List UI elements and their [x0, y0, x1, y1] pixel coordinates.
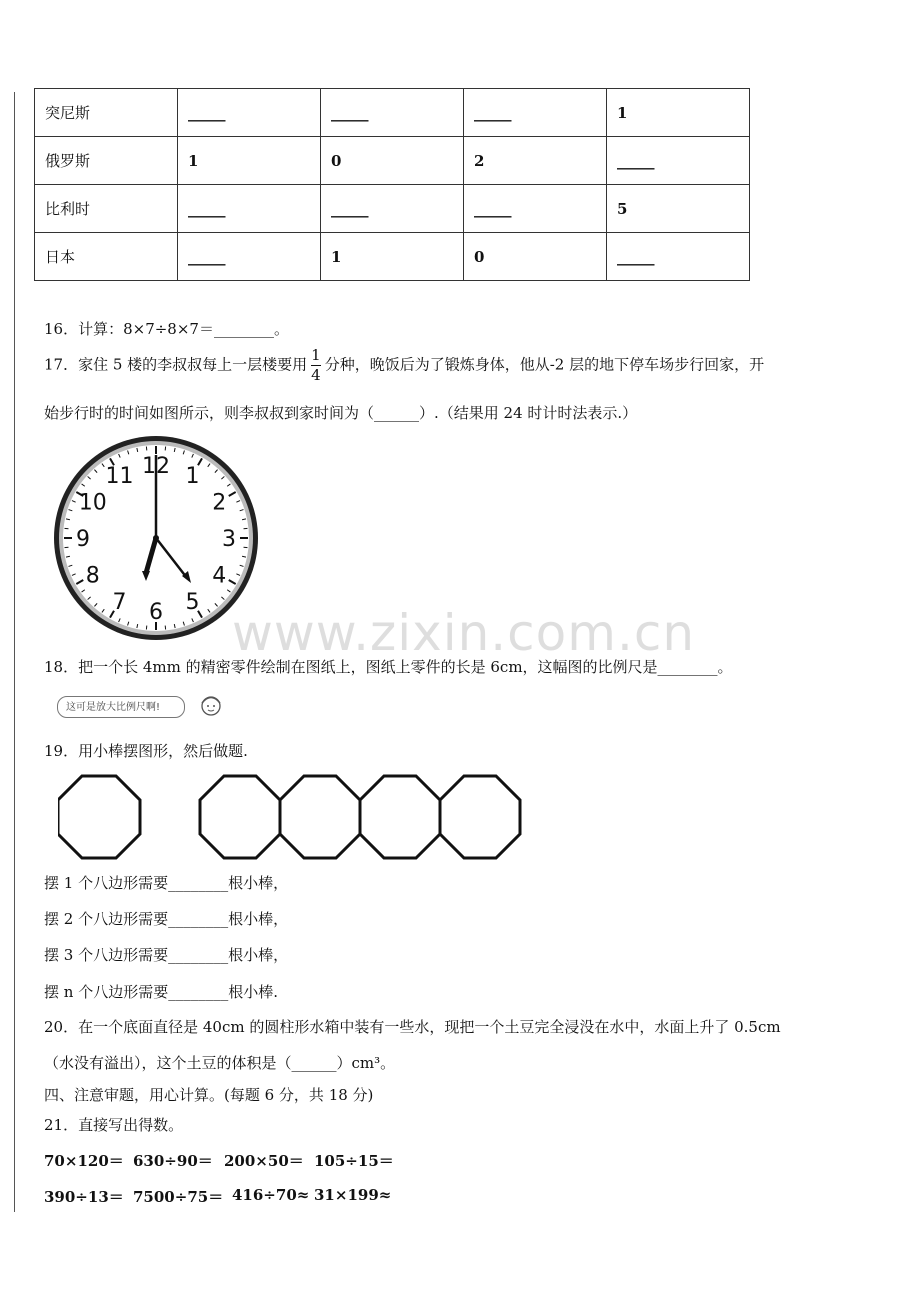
cartoon-face-icon	[196, 692, 226, 718]
speech-bubble: 这可是放大比例尺啊!	[57, 696, 185, 718]
octagon-chain-4	[440, 776, 520, 858]
table-row	[35, 137, 750, 185]
q17-text-pre: 17．家住 5 楼的李叔叔每上一层楼要用	[44, 355, 308, 374]
calc-item: 390÷13＝	[44, 1188, 124, 1206]
table-cell: _____	[178, 89, 321, 137]
table-cell: 比利时	[35, 185, 178, 233]
table-cell: _____	[607, 137, 750, 185]
octagon-chain-2	[280, 776, 360, 858]
table-cell: _____	[321, 89, 464, 137]
watermark: www.zixin.com.cn	[232, 604, 696, 662]
clock-numeral: 1	[185, 463, 200, 489]
q17-text-post: 分种，晚饭后为了锻炼身体，他从-2 层的地下停车场步行回家，开	[324, 355, 765, 374]
question-18: 18．把一个长 4mm 的精密零件绘制在图纸上，图纸上零件的长是 6cm，这幅图的比例尺是________。	[44, 658, 733, 676]
table-row	[35, 233, 750, 281]
table-cell: _____	[178, 185, 321, 233]
octagon-chain-3	[360, 776, 440, 858]
q19-line: 摆 1 个八边形需要________根小棒，	[44, 874, 289, 892]
fraction-numerator: 1	[311, 346, 321, 364]
table-cell: _____	[464, 89, 607, 137]
question-19-title: 19．用小棒摆图形，然后做题.	[44, 742, 248, 760]
q19-line: 摆 3 个八边形需要________根小棒，	[44, 946, 289, 964]
octagon-chain-1	[200, 776, 280, 858]
clock-numeral: 3	[222, 527, 236, 552]
clock-numeral: 5	[185, 590, 200, 616]
table-row	[35, 185, 750, 233]
calc-item: 70×120＝	[44, 1152, 124, 1170]
table-row	[35, 89, 750, 137]
table-cell: 0	[464, 233, 607, 281]
clock-numeral: 9	[76, 527, 90, 552]
table-cell: 1	[178, 137, 321, 185]
fraction	[311, 348, 321, 383]
question-17-line1	[44, 348, 764, 383]
clock-numeral: 12	[142, 454, 170, 479]
clock-numeral: 7	[112, 590, 127, 616]
table-cell: _____	[607, 233, 750, 281]
clock-numeral: 2	[212, 490, 227, 516]
table-cell: 突尼斯	[35, 89, 178, 137]
question-20-line2: （水没有溢出），这个土豆的体积是（______）cm³。	[44, 1054, 396, 1072]
table-cell: _____	[178, 233, 321, 281]
table-cell: 俄罗斯	[35, 137, 178, 185]
table-cell: 0	[321, 137, 464, 185]
score-table	[34, 88, 750, 281]
question-16: 16．计算：8×7÷8×7＝________。	[44, 320, 289, 338]
table-cell: _____	[464, 185, 607, 233]
fraction-denominator: 4	[311, 366, 321, 384]
question-20-line1: 20．在一个底面直径是 40cm 的圆柱形水箱中装有一些水，现把一个土豆完全浸没在水中，水面上升了 0.5cm	[44, 1018, 781, 1036]
clock-numeral: 4	[212, 563, 227, 589]
table-cell: 2	[464, 137, 607, 185]
calc-item: 416÷70≈	[232, 1186, 310, 1204]
question-21-title: 21．直接写出得数。	[44, 1116, 184, 1134]
margin-line	[14, 92, 15, 1212]
calc-item: 105÷15＝	[314, 1152, 394, 1170]
q19-line: 摆 2 个八边形需要________根小棒，	[44, 910, 289, 928]
octagon-figures	[58, 774, 538, 860]
q19-line: 摆 n 个八边形需要________根小棒.	[44, 983, 278, 1001]
clock-image	[51, 433, 261, 643]
table-cell: _____	[321, 185, 464, 233]
table-cell: 日本	[35, 233, 178, 281]
calc-item: 630÷90＝	[133, 1152, 213, 1170]
table-cell: 1	[321, 233, 464, 281]
table-cell: 5	[607, 185, 750, 233]
clock-numeral: 8	[85, 563, 100, 589]
octagon-single	[58, 776, 140, 858]
calc-item: 200×50＝	[224, 1152, 304, 1170]
section-heading: 四、注意审题，用心计算。(每题 6 分，共 18 分)	[44, 1086, 374, 1104]
clock-numeral: 11	[105, 463, 134, 489]
table-cell: 1	[607, 89, 750, 137]
clock-numeral: 6	[149, 600, 163, 625]
question-17-line2: 始步行时的时间如图所示，则李叔叔到家时间为（______）.（结果用 24 时计时法表示.）	[44, 404, 638, 422]
calc-item: 7500÷75＝	[133, 1188, 224, 1206]
clock-numeral: 10	[78, 490, 107, 516]
calc-item: 31×199≈	[314, 1186, 392, 1204]
